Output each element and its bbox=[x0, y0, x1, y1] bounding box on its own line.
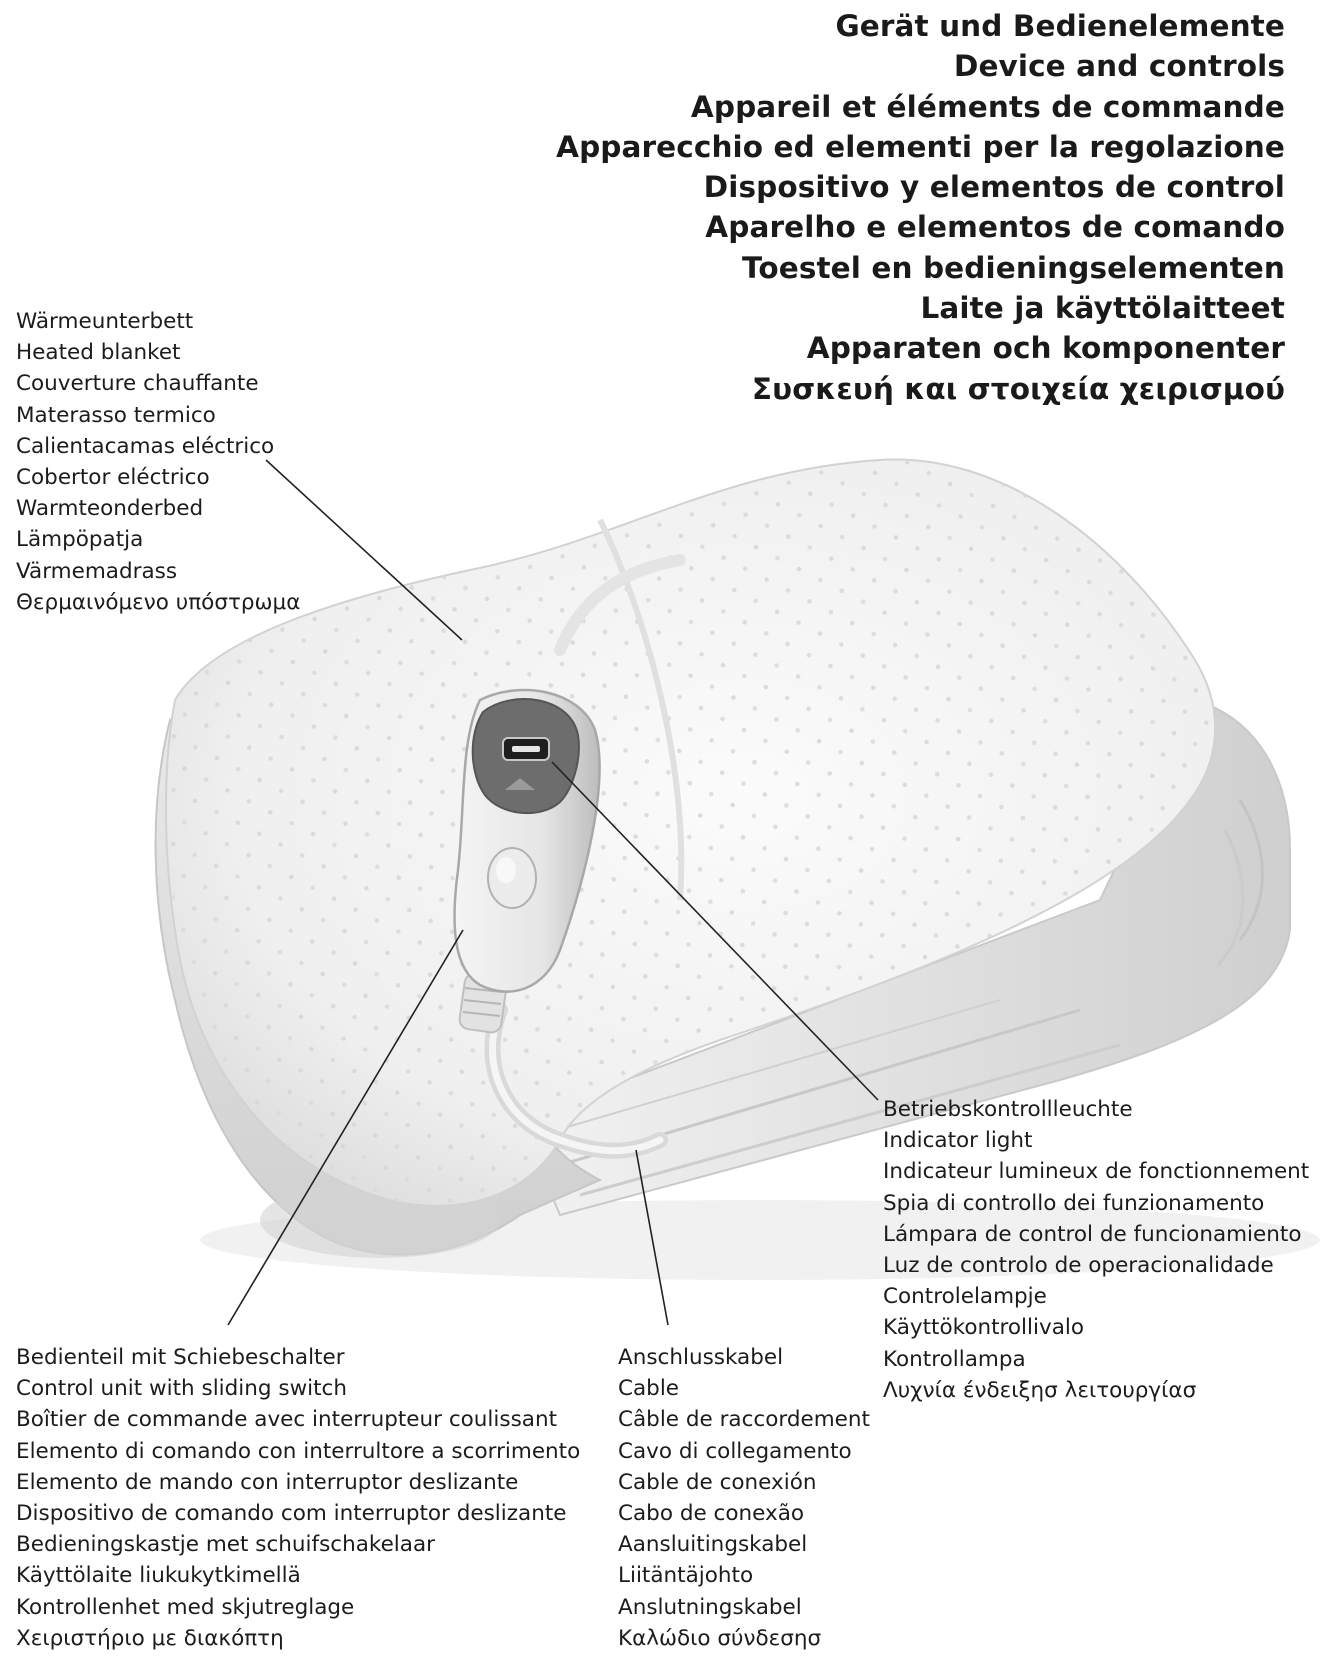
title-en: Device and controls bbox=[953, 49, 1285, 84]
control-unit-label-pt: Dispositivo de comando com interruptor deslizante bbox=[16, 1501, 567, 1527]
title-pt: Aparelho e elementos de comando bbox=[705, 210, 1285, 245]
title-de: Gerät und Bedienelemente bbox=[835, 9, 1285, 43]
title-el: Συσκευή και στοιχεία χειρισμού bbox=[751, 371, 1285, 406]
cable-label-en: Cable bbox=[618, 1376, 680, 1402]
heated-blanket-label-sv: Värmemadrass bbox=[16, 558, 178, 584]
control-unit-label-nl: Bedieningskastje met schuifschakelaar bbox=[16, 1532, 435, 1558]
title-es: Dispositivo y elementos de control bbox=[703, 170, 1285, 205]
indicator-light-label-pt: Luz de controlo de operacionalidade bbox=[883, 1253, 1274, 1279]
title-fi: Laite ja käyttölaitteet bbox=[920, 291, 1285, 326]
title-nl: Toestel en bedieningselementen bbox=[742, 250, 1285, 285]
cable-label-fr: Câble de raccordement bbox=[618, 1407, 870, 1433]
cable-label-nl: Aansluitingskabel bbox=[618, 1532, 808, 1558]
cable-label-fi: Liitäntäjohto bbox=[618, 1563, 754, 1589]
indicator-light-label-sv: Kontrollampa bbox=[883, 1346, 1026, 1372]
control-unit-label-el: Χειριστήριο με διακόπτη bbox=[16, 1625, 284, 1651]
control-unit-label-sv: Kontrollenhet med skjutreglage bbox=[16, 1594, 355, 1620]
cable-label-pt: Cabo de conexão bbox=[618, 1501, 805, 1527]
control-unit-label-de: Bedienteil mit Schiebeschalter bbox=[16, 1345, 345, 1370]
control-unit-label-it: Elemento di comando con interrultore a scorrimento bbox=[16, 1438, 581, 1464]
heated-blanket-label-fi: Lämpöpatja bbox=[16, 527, 144, 553]
heated-blanket-label-fr: Couverture chauffante bbox=[16, 371, 259, 397]
control-unit-label-en: Control unit with sliding switch bbox=[16, 1376, 348, 1402]
heated-blanket-label-el: Θερμαινόμενο υπόστρωμα bbox=[16, 589, 301, 615]
cable-label bbox=[618, 1342, 870, 1654]
heated-blanket-label-pt: Cobertor eléctrico bbox=[16, 465, 210, 491]
cable-label-es: Cable de conexión bbox=[618, 1469, 817, 1495]
control-unit-label-fr: Boîtier de commande avec interrupteur coulissant bbox=[16, 1407, 558, 1433]
indicator-light-label-nl: Controlelampje bbox=[883, 1284, 1047, 1310]
title-block bbox=[556, 6, 1285, 409]
title-it: Apparecchio ed elementi per la regolazione bbox=[556, 129, 1285, 164]
heated-blanket-label bbox=[16, 306, 300, 618]
heated-blanket-label-nl: Warmteonderbed bbox=[16, 496, 204, 522]
title-fr: Appareil et éléments de commande bbox=[690, 89, 1285, 124]
cable-label-sv: Anslutningskabel bbox=[618, 1594, 802, 1620]
title-sv: Apparaten och komponenter bbox=[806, 331, 1285, 366]
cable-label-el: Καλώδιο σύνδεσησ bbox=[618, 1625, 822, 1651]
indicator-light-label-el: Λυχνία ένδειξησ λειτουργίασ bbox=[883, 1377, 1197, 1403]
indicator-light-label-fi: Käyttökontrollivalo bbox=[883, 1315, 1084, 1341]
heated-blanket-label-it: Materasso termico bbox=[16, 402, 216, 428]
control-unit-label bbox=[16, 1342, 580, 1654]
indicator-light-label-de: Betriebskontrollleuchte bbox=[883, 1097, 1133, 1122]
cable-label-it: Cavo di collegamento bbox=[618, 1438, 852, 1464]
control-unit-label-fi: Käyttölaite liukukytkimellä bbox=[16, 1563, 301, 1589]
indicator-light-label bbox=[883, 1094, 1309, 1406]
heated-blanket-label-en: Heated blanket bbox=[16, 340, 181, 366]
indicator-light-label-fr: Indicateur lumineux de fonctionnement bbox=[883, 1159, 1310, 1185]
control-unit-label-es: Elemento de mando con interruptor deslizante bbox=[16, 1469, 519, 1495]
indicator-light-label-it: Spia di controllo dei funzionamento bbox=[883, 1190, 1265, 1216]
cable-label-de: Anschlusskabel bbox=[618, 1345, 784, 1370]
heated-blanket-label-de: Wärmeunterbett bbox=[16, 309, 194, 334]
indicator-light-label-es: Lámpara de control de funcionamiento bbox=[883, 1221, 1302, 1247]
heated-blanket-label-es: Calientacamas eléctrico bbox=[16, 433, 275, 459]
indicator-light-label-en: Indicator light bbox=[883, 1128, 1033, 1154]
